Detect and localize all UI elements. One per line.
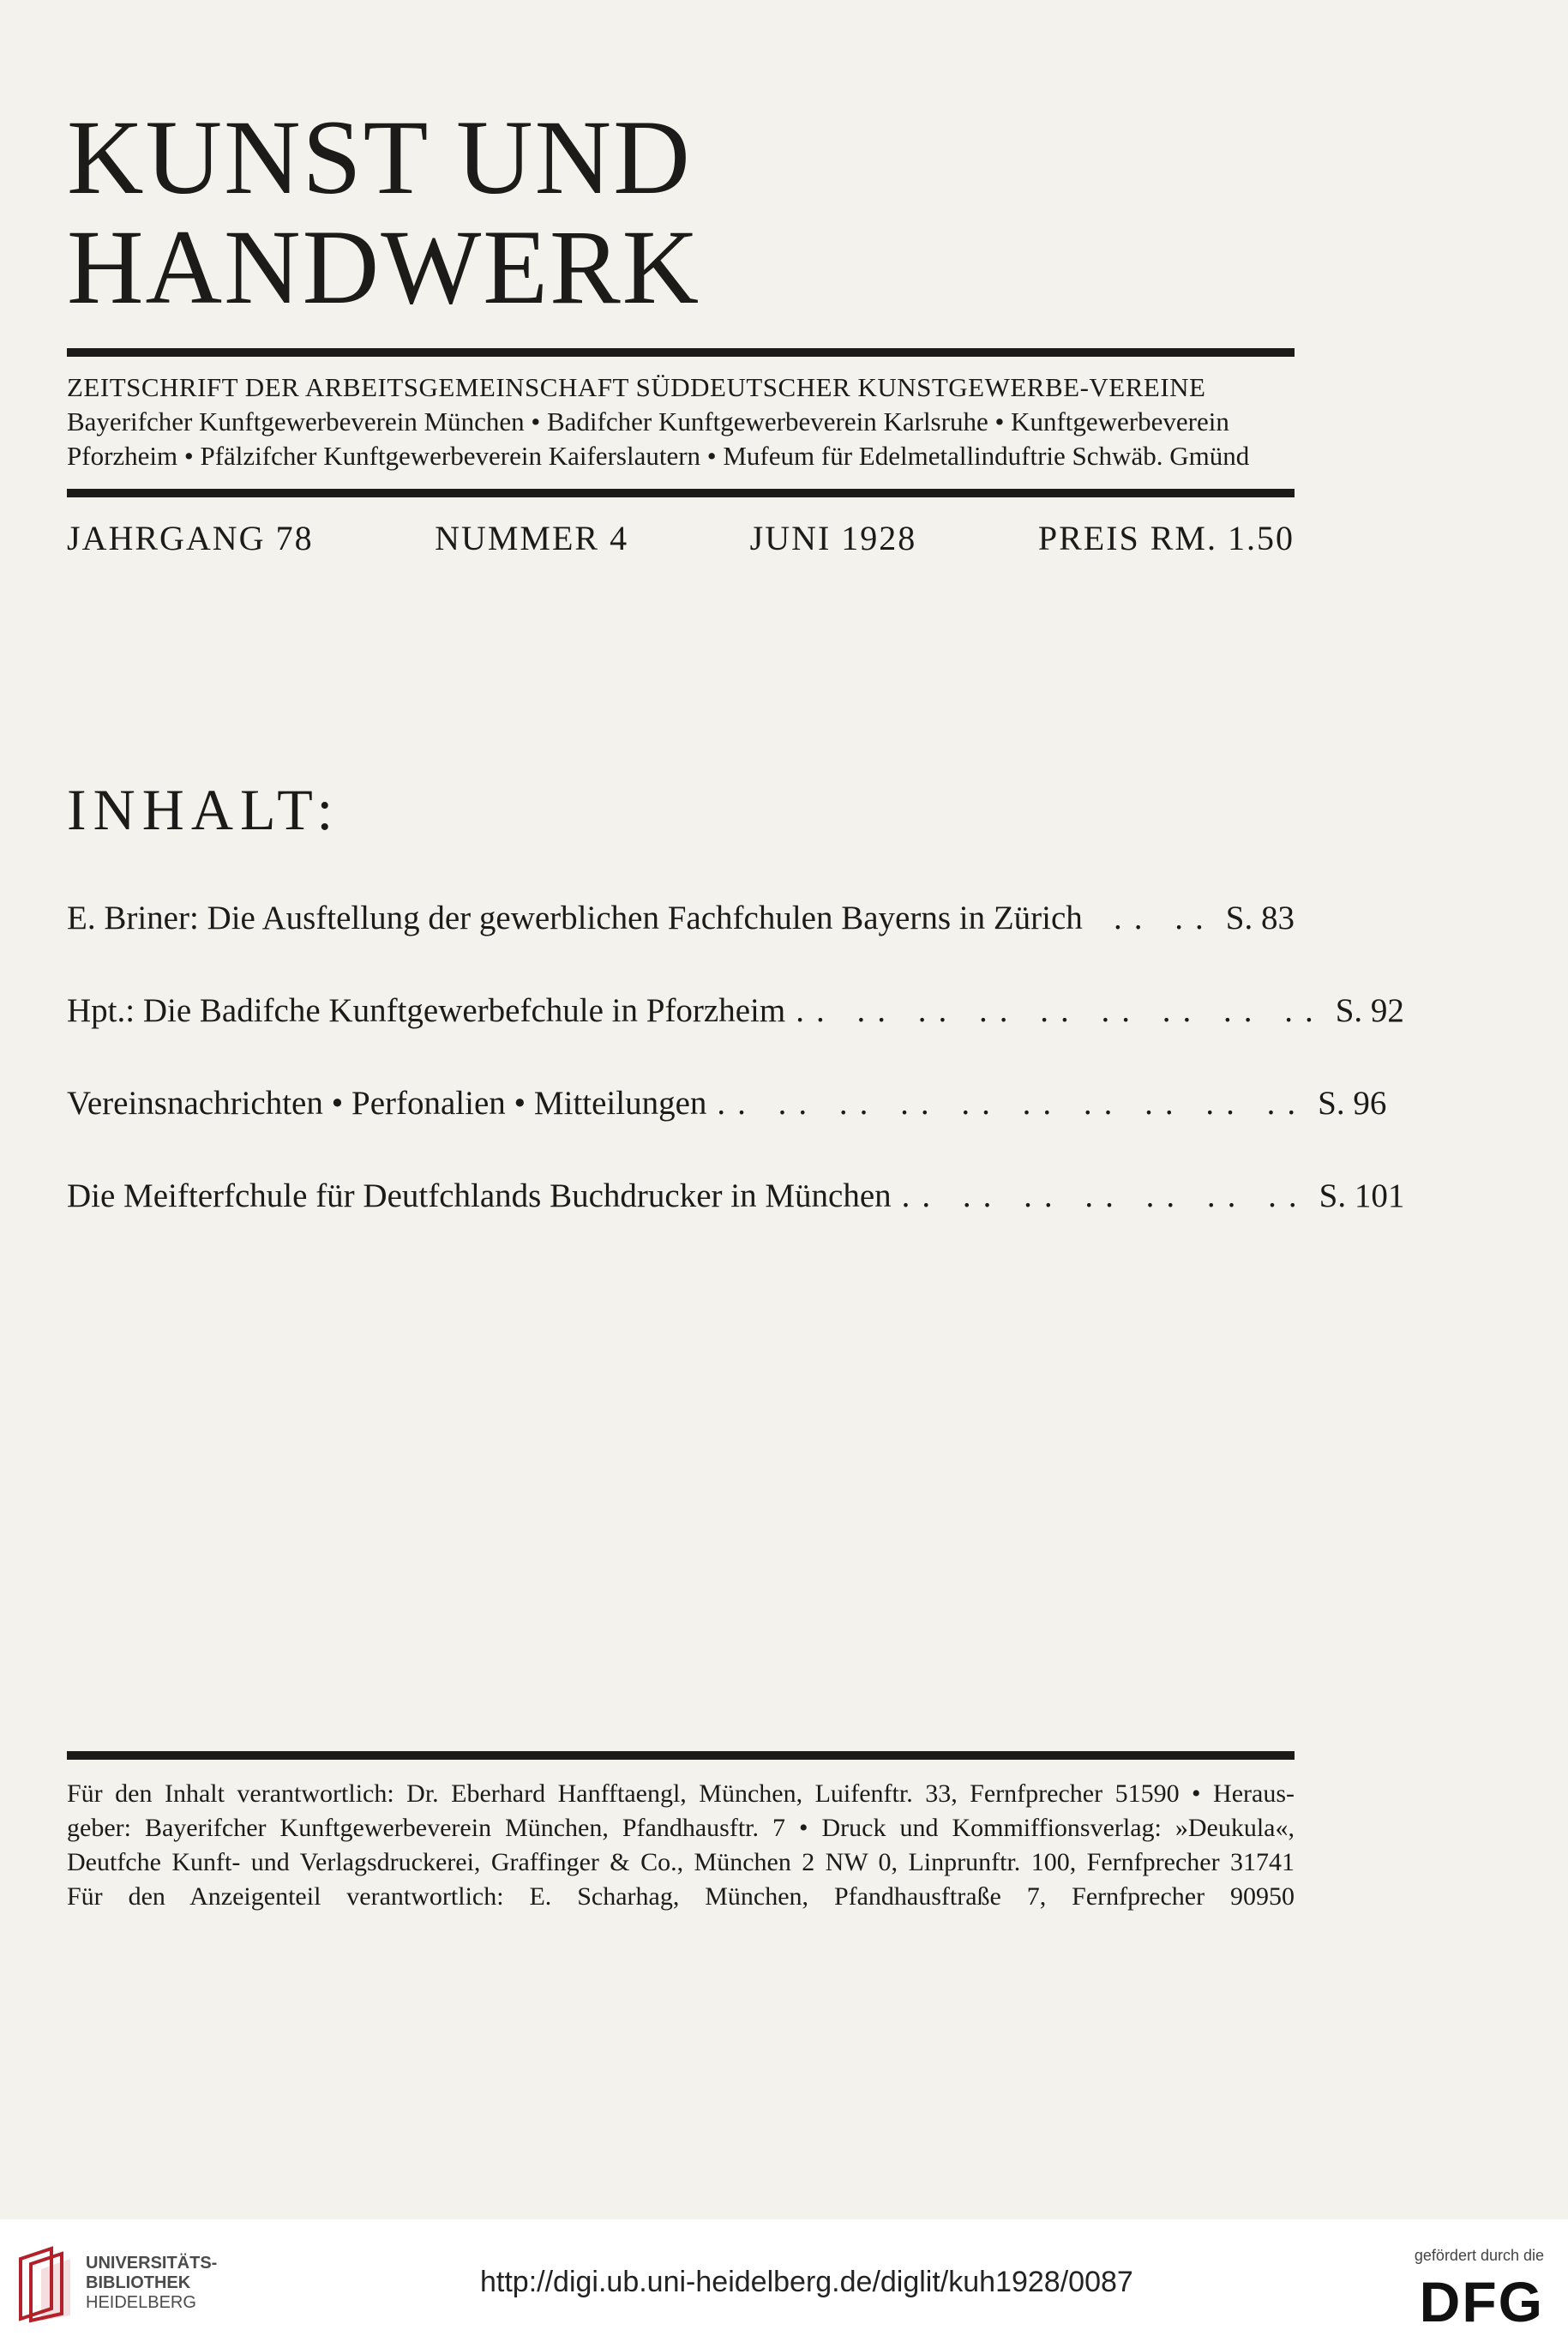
toc-entry: [67, 899, 1295, 991]
permalink-url[interactable]: http://digi.ub.uni-heidelberg.de/diglit/kuh1928/0087: [480, 2266, 1133, 2298]
toc-entry-page: S. 83: [1225, 900, 1295, 936]
journal-title-line-2: HANDWERK: [67, 208, 701, 326]
masthead-rule-bottom: [67, 489, 1295, 497]
volume-label: JAHRGANG 78: [67, 519, 314, 557]
subtitle-line-2: Bayerifcher Kunftgewerbeverein München • Badifcher Kunftgewerbeverein Karlsruhe • Kunftgewerbeverein: [67, 406, 1229, 436]
imprint-line-3: Deutfche Kunft- und Verlagsdruckerei, Graffinger & Co., München 2 NW 0, Linprunftr. 100, Fernfprecher 31741: [67, 1848, 1295, 1876]
toc-entry: [67, 991, 1404, 1084]
imprint-line-2: geber: Bayerifcher Kunftgewerbeverein München, Pfandhausftr. 7 • Druck und Kommiffionsverlag: »Deukula«,: [67, 1814, 1295, 1842]
toc-leader-dots: .. .. .. .. .. .. .. .. .. ..: [717, 1085, 1308, 1122]
imprint-rule: [67, 1751, 1295, 1760]
dfg-logo: DFG: [1419, 2270, 1544, 2333]
issue-info-row: [67, 518, 1295, 558]
masthead: [67, 99, 1293, 326]
toc-entry: [67, 1177, 1405, 1269]
masthead-rule-top: [67, 348, 1295, 357]
library-logo-icon: [17, 2247, 74, 2321]
library-name: [86, 2254, 217, 2313]
issue-date: JUNI 1928: [749, 519, 917, 557]
toc-entry-page: S. 101: [1319, 1177, 1405, 1214]
funding-note: gefördert durch die: [1414, 2247, 1544, 2264]
library-name-line-1: UNIVERSITÄTS-: [86, 2254, 218, 2273]
toc-leader-dots: .. .. .. .. .. .. .. .. ..: [796, 992, 1325, 1029]
digitization-footer: [0, 2219, 1568, 2348]
toc-entry: [67, 1084, 1387, 1177]
imprint-block: [67, 1777, 1295, 1914]
toc-entry-page: S. 92: [1335, 992, 1404, 1029]
toc-entry-title: Die Meifterfchule für Deutfchlands Buchdrucker in München: [67, 1177, 892, 1214]
toc-entry-title: Vereinsnachrichten • Perfonalien • Mitteilungen: [67, 1085, 707, 1122]
library-name-line-3: HEIDELBERG: [86, 2293, 196, 2312]
subtitle-line-3: Pforzheim • Pfälzifcher Kunftgewerbeverein Kaiferslautern • Mufeum für Edelmetallinduftrie Schwäb. Gmünd: [67, 441, 1250, 471]
table-of-contents: [67, 899, 1405, 1269]
issue-price: PREIS RM. 1.50: [1037, 519, 1295, 557]
imprint-line-1: Für den Inhalt verantwortlich: Dr. Eberhard Hanfftaengl, München, Luifenftr. 33, Fernfprecher 51590 • Heraus-: [67, 1779, 1295, 1808]
journal-title-line-1: KUNST UND: [67, 99, 692, 216]
library-name-line-2: BIBLIOTHEK: [86, 2273, 191, 2292]
subtitle-block: [67, 370, 1295, 473]
imprint-line-4: Für den Anzeigenteil verantwortlich: E. Scharhag, München, Pfandhausftraße 7, Fernfprecher 90950: [67, 1882, 1295, 1911]
toc-entry-title: E. Briner: Die Ausftellung der gewerblichen Fachfchulen Bayerns in Zürich: [67, 900, 1083, 936]
issue-number: NUMMER 4: [435, 519, 629, 557]
toc-leader-dots: .. ..: [1114, 900, 1216, 936]
toc-entry-page: S. 96: [1318, 1085, 1387, 1122]
contents-heading: INHALT:: [67, 777, 340, 842]
subtitle-line-1: ZEITSCHRIFT DER ARBEITSGEMEINSCHAFT SÜDDEUTSCHER KUNSTGEWERBE-VEREINE: [67, 372, 1206, 402]
toc-leader-dots: .. .. .. .. .. .. ..: [901, 1177, 1309, 1214]
toc-entry-title: Hpt.: Die Badifche Kunftgewerbefchule in Pforzheim: [67, 992, 786, 1029]
